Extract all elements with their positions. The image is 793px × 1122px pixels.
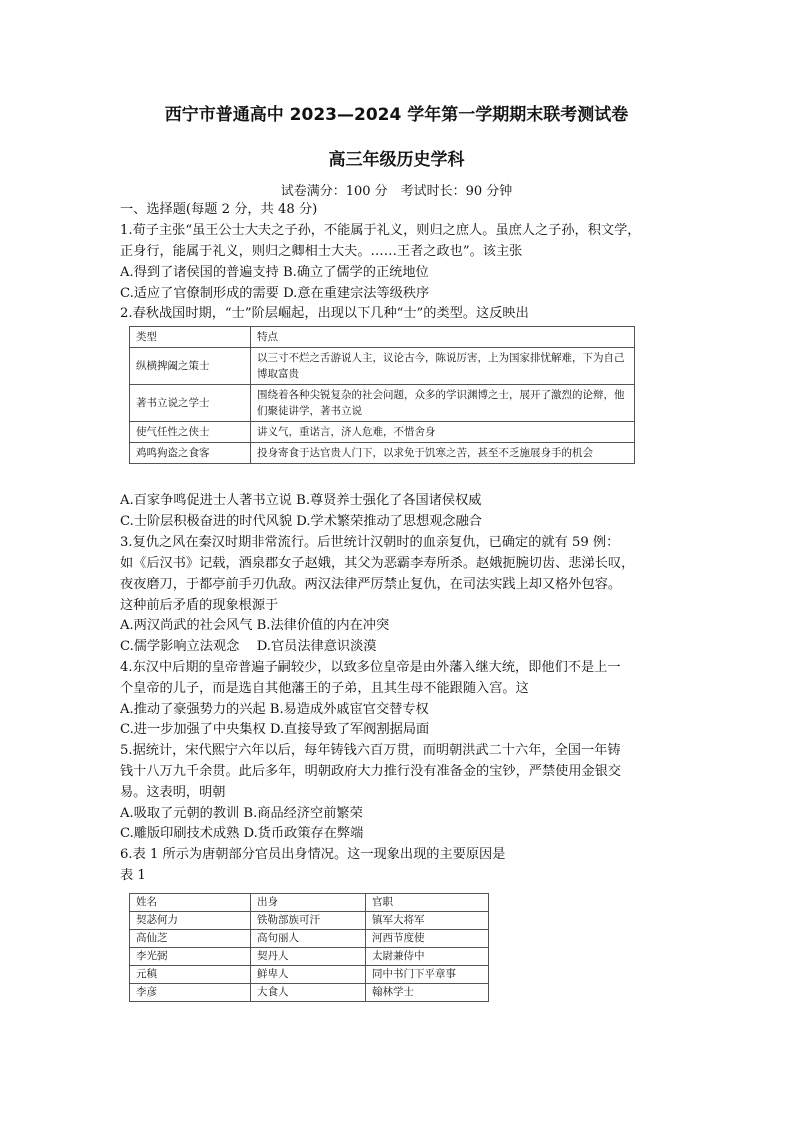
q3-option: A.两汉尚武的社会风气 B.法律价值的内在冲突	[120, 618, 390, 633]
table-row	[130, 422, 635, 443]
table-row	[130, 385, 635, 422]
table-cell: 投身寄食于达官贵人门下，以求免于饥寒之苦，甚至不乏施展身手的机会	[251, 443, 635, 464]
table-cell: 李光弼	[130, 948, 251, 966]
q4-line: 个皇帝的儿子，而是选自其他藩王的子弟，且其生母不能跟随入宫。这	[120, 681, 529, 696]
scholar-type-table	[129, 326, 635, 464]
table-cell: 高仙芝	[130, 930, 251, 948]
table-cell: 李彦	[130, 984, 251, 1002]
q4-option: A.推动了豪强势力的兴起 B.易造成外戚宦官交替专权	[120, 702, 429, 717]
table-cell: 著书立说之学士	[130, 385, 251, 422]
table-header-cell: 出身	[251, 894, 366, 912]
table-cell: 高句丽人	[251, 930, 366, 948]
table-header-cell: 官职	[366, 894, 489, 912]
exam-title: 西宁市普通高中 2023—2024 学年第一学期期末联考测试卷	[164, 105, 629, 125]
q6-table-label: 表 1	[120, 868, 146, 883]
table-row	[130, 984, 489, 1002]
table-cell: 讲义气，重诺言，济人危难，不惜舍身	[251, 422, 635, 443]
table-header-cell: 类型	[130, 327, 251, 348]
table-cell: 元稹	[130, 966, 251, 984]
q6-stem: 6.表 1 所示为唐朝部分官员出身情况。这一现象出现的主要原因是	[120, 847, 506, 862]
exam-subtitle: 高三年级历史学科	[328, 150, 465, 170]
table-cell: 铁勒部族可汗	[251, 912, 366, 930]
q4-line: 4.东汉中后期的皇帝普遍子嗣较少，以致多位皇帝是由外藩入继大统，即他们不是上一	[120, 660, 621, 675]
q5-line: 5.据统计，宋代熙宁六年以后，每年铸钱六百万贯，而明朝洪武二十六年，全国一年铸	[120, 743, 621, 758]
q5-option: A.吸取了元朝的教训 B.商品经济空前繁荣	[120, 806, 363, 821]
table-cell: 大食人	[251, 984, 366, 1002]
section-title: 一、选择题(每题 2 分，共 48 分)	[120, 202, 318, 217]
table-cell: 镇军大将军	[366, 912, 489, 930]
table-cell: 鸡鸣狗盗之食客	[130, 443, 251, 464]
q2-stem: 2.春秋战国时期，“士”阶层崛起，出现以下几种“士”的类型。这反映出	[120, 306, 529, 321]
q1-option: C.适应了官僚制形成的需要 D.意在重建宗法等级秩序	[120, 286, 430, 301]
table-row	[130, 348, 635, 385]
table-header-cell: 特点	[251, 327, 635, 348]
table-row	[130, 443, 635, 464]
q1-line: 正身行，能属于礼义，则归之卿相士大夫。……王者之政也”。该主张	[120, 244, 523, 259]
table-cell: 围绕着各种尖锐复杂的社会问题，众多的学识渊博之士，展开了激烈的论辩，他们聚徒讲学，著书立说	[251, 385, 635, 422]
exam-info: 试卷满分：100 分 考试时长：90 分钟	[280, 184, 513, 199]
table-header-row	[130, 327, 635, 348]
table-cell: 契苾何力	[130, 912, 251, 930]
q3-line: 这种前后矛盾的现象根源于	[120, 598, 279, 613]
q4-option: C.进一步加强了中央集权 D.直接导致了军阀割据局面	[120, 722, 430, 737]
table-header-row	[130, 894, 489, 912]
q1-option: A.得到了诸侯国的普遍支持 B.确立了儒学的正统地位	[120, 265, 429, 280]
table-row	[130, 912, 489, 930]
q3-line: 3.复仇之风在秦汉时期非常流行。后世统计汉朝时的血亲复仇，已确定的就有 59 例：	[120, 535, 620, 550]
table-cell: 纵横捭阖之策士	[130, 348, 251, 385]
table-cell: 使气任性之侠士	[130, 422, 251, 443]
q2-option: A.百家争鸣促进士人著书立说 B.尊贤养士强化了各国诸侯权威	[120, 493, 482, 508]
table-row	[130, 948, 489, 966]
table-cell: 鲜卑人	[251, 966, 366, 984]
q2-option: C.士阶层积极奋进的时代风貌 D.学术繁荣推动了思想观念融合	[120, 514, 482, 529]
official-origin-table	[129, 893, 489, 1002]
table-cell: 河西节度使	[366, 930, 489, 948]
table-cell: 契丹人	[251, 948, 366, 966]
q1-line: 1.荀子主张“虽王公士大夫之子孙，不能属于礼义，则归之庶人。虽庶人之子孙，积文学，	[120, 223, 641, 238]
q5-line: 钱十八万九千余贯。此后多年，明朝政府大力推行没有准备金的宝钞，严禁使用金银交	[120, 764, 622, 779]
table-cell: 太尉兼侍中	[366, 948, 489, 966]
q5-line: 易。这表明，明朝	[120, 785, 226, 800]
table-cell: 翰林学士	[366, 984, 489, 1002]
table-header-cell: 姓名	[130, 894, 251, 912]
table-cell: 同中书门下平章事	[366, 966, 489, 984]
table-cell: 以三寸不烂之舌游说人主，议论古今，陈说厉害，上为国家排忧解难，下为自己博取富贵	[251, 348, 635, 385]
q5-option: C.雕版印刷技术成熟 D.货币政策存在弊端	[120, 826, 364, 841]
table-row	[130, 930, 489, 948]
q3-line: 夜夜磨刀，于都亭前手刃仇敌。两汉法律严厉禁止复仇，在司法实践上却又格外包容。	[120, 577, 622, 592]
table-row	[130, 966, 489, 984]
q3-line: 如《后汉书》记载，酒泉郡女子赵娥，其父为恶霸李寿所杀。赵娥扼腕切齿、悲涕长叹，	[120, 556, 635, 571]
q3-option: C.儒学影响立法观念 D.官员法律意识淡漠	[120, 639, 377, 654]
